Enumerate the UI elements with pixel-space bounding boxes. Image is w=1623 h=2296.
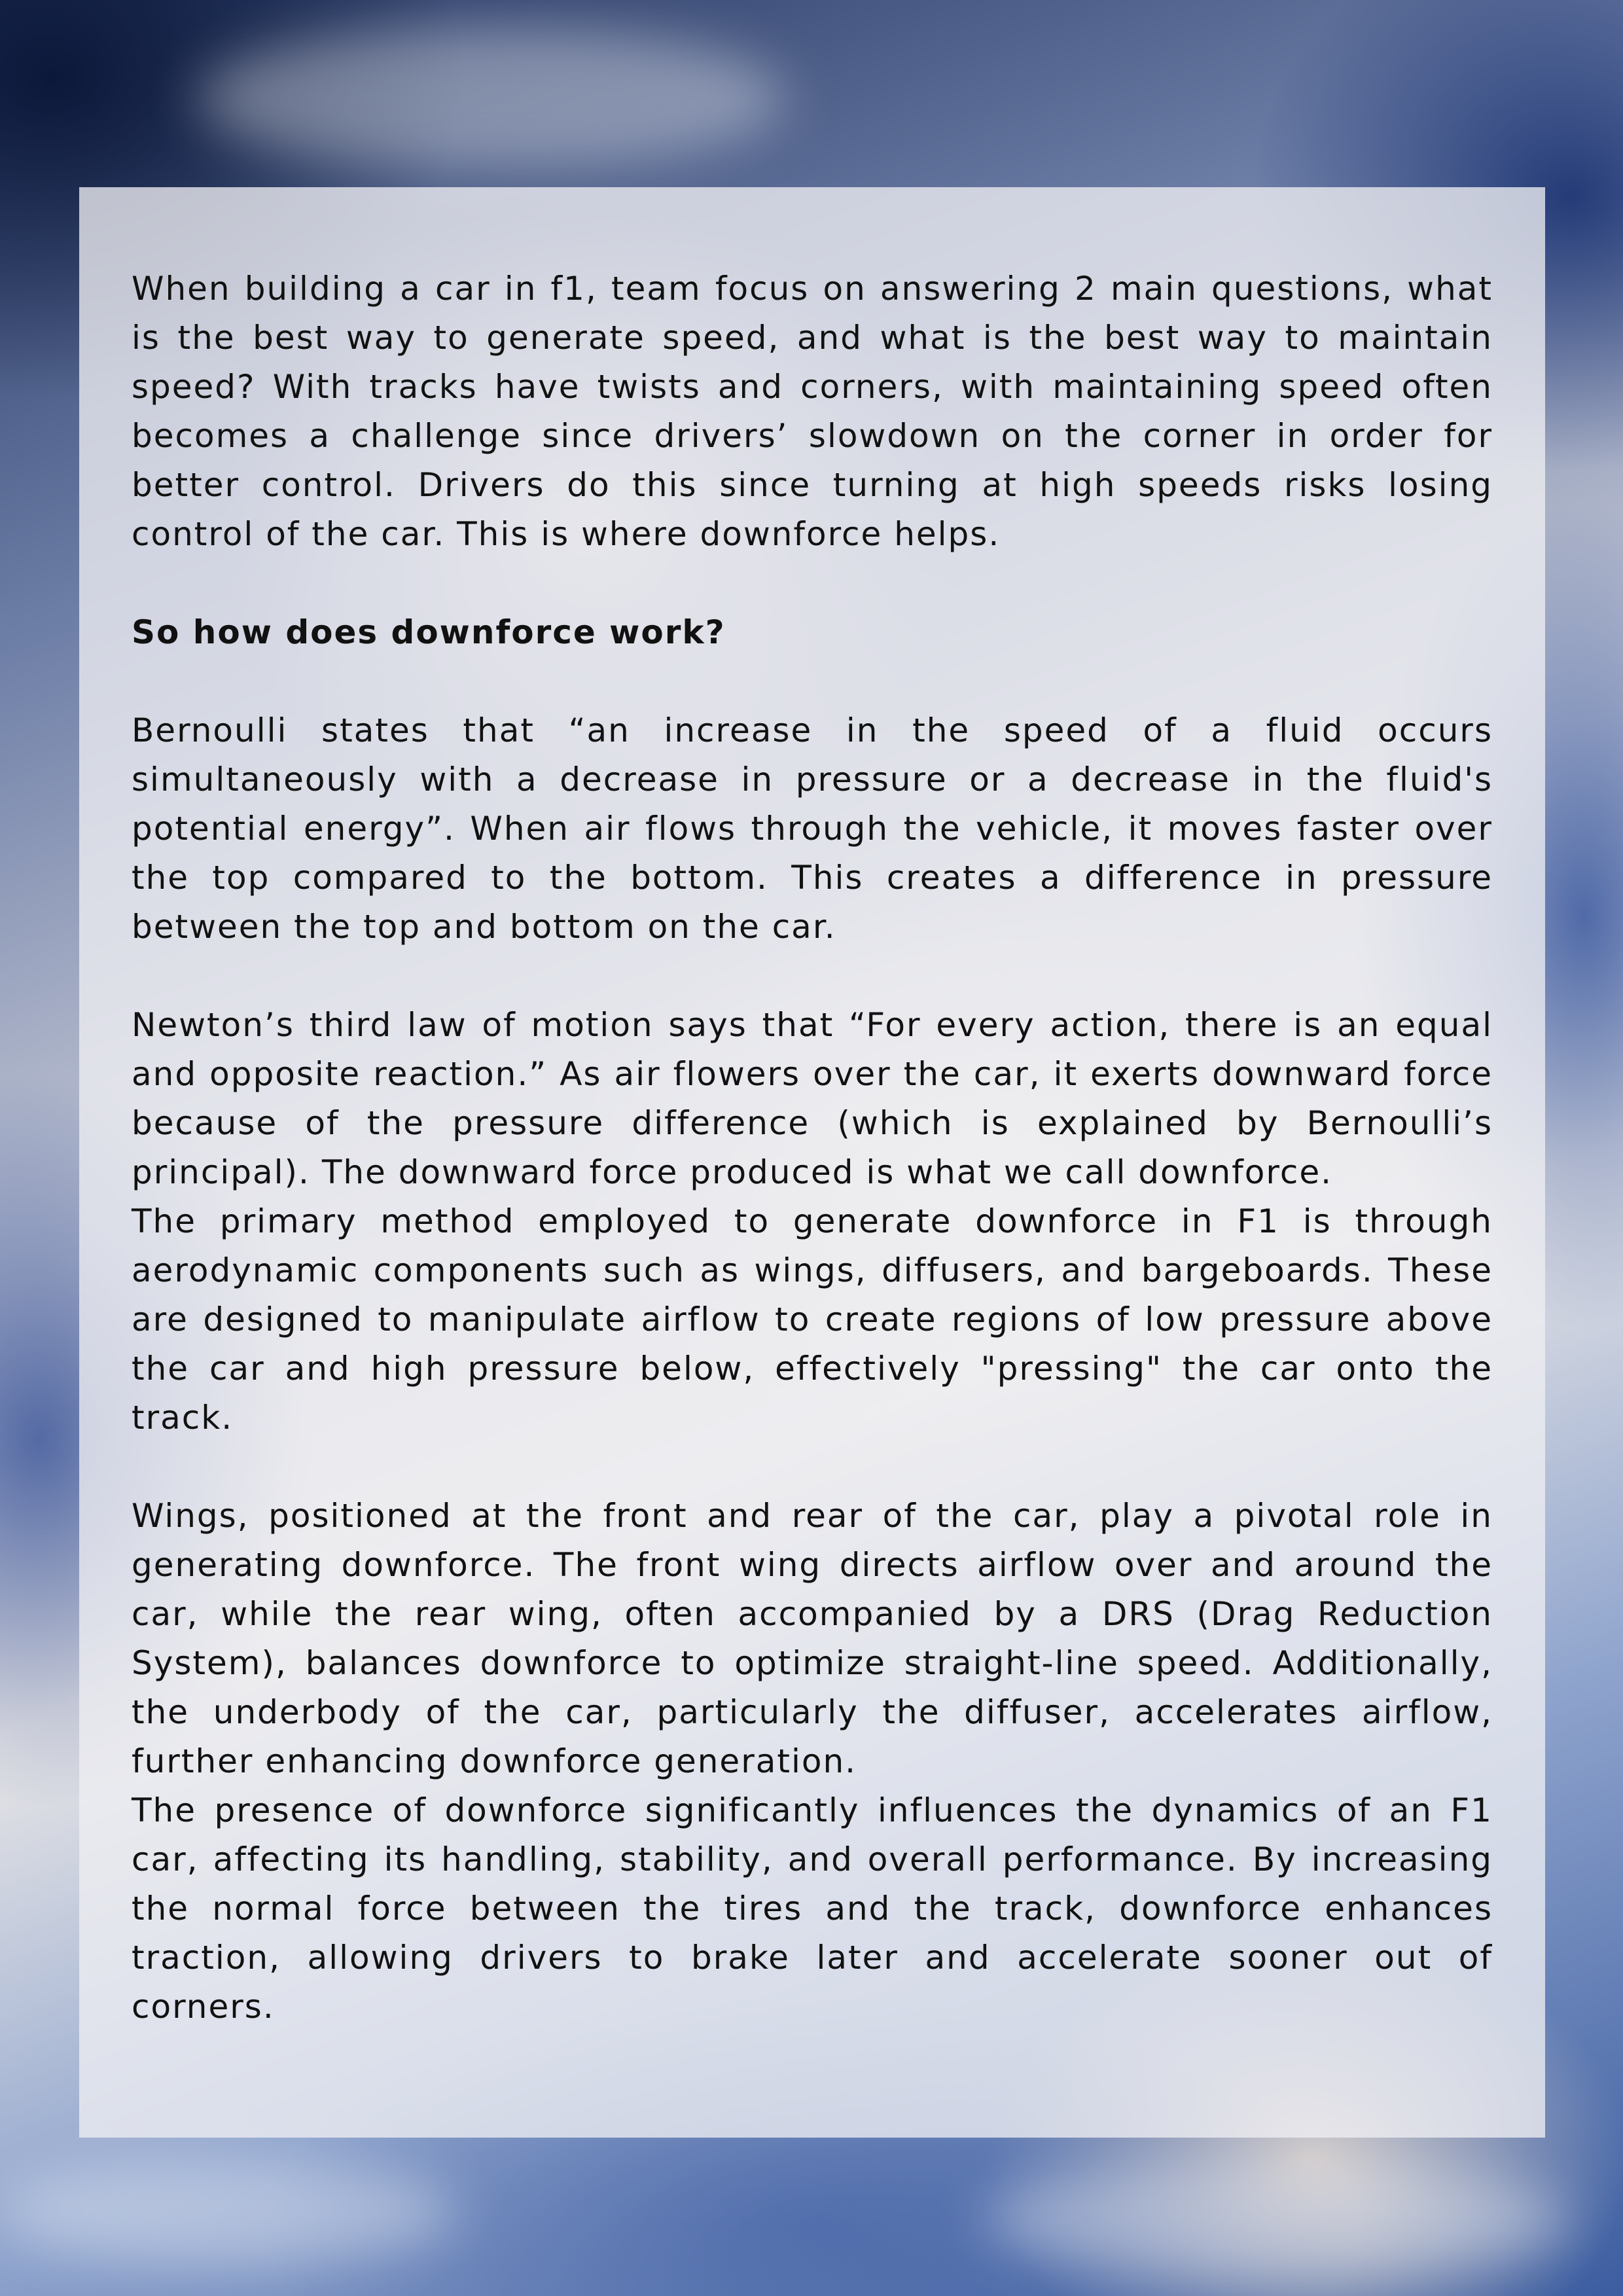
- cloud-wisp: [982, 2160, 1571, 2278]
- paragraph-dynamics: The presence of downforce significantly influences the dynamics of an F1 car, affecting its handling, stability, and overall performance. By increasing the normal force between the tires and the track, downforce enhances traction, allowing drivers to brake later and accelerate sooner out of corners.: [132, 1791, 1493, 2026]
- section-heading: So how does downforce work?: [132, 613, 726, 651]
- content-panel: [79, 187, 1545, 2138]
- paragraph-intro: When building a car in f1, team focus on answering 2 main questions, what is the best way to generate speed, and what is the best way to maintain speed? With tracks have twists and corners, with maintaining speed often becomes a challenge since drivers’ slowdown on the corner in order for better control. Drivers do this since turning at high speeds risks losing control of the car. This is where downforce helps.: [132, 270, 1493, 553]
- paragraph-wings: Wings, positioned at the front and rear of the car, play a pivotal role in generating downforce. The front wing directs airflow over and around the car, while the rear wing, often accompanied by a DRS (Drag Reduction System), balances downforce to optimize straight-line speed. Additionally, the underbody of the car, particularly the diffuser, accelerates airflow, further enhancing downforce generation.: [132, 1497, 1493, 1780]
- article-body: [132, 264, 1493, 2032]
- cloud-wisp: [196, 26, 785, 170]
- paragraph-bernoulli: Bernoulli states that “an increase in the speed of a fluid occurs simultaneously with a decrease in pressure or a decrease in the fluid's potential energy”. When air flows through the vehicle, it moves faster over the top compared to the bottom. This creates a difference in pressure between the top and bottom on the car.: [132, 711, 1493, 946]
- paragraph-primary-method: The primary method employed to generate downforce in F1 is through aerodynamic components such as wings, diffusers, and bargeboards. These are designed to manipulate airflow to create regions of low pressure above the car and high pressure below, effectively "pressing" the car onto the track.: [132, 1202, 1493, 1437]
- cloud-wisp: [0, 2160, 458, 2265]
- paragraph-newton: Newton’s third law of motion says that “For every action, there is an equal and opposite reaction.” As air flowers over the car, it exerts downward force because of the pressure difference (which is explained by Bernoulli’s principal). The downward force produced is what we call downforce.: [132, 1006, 1493, 1191]
